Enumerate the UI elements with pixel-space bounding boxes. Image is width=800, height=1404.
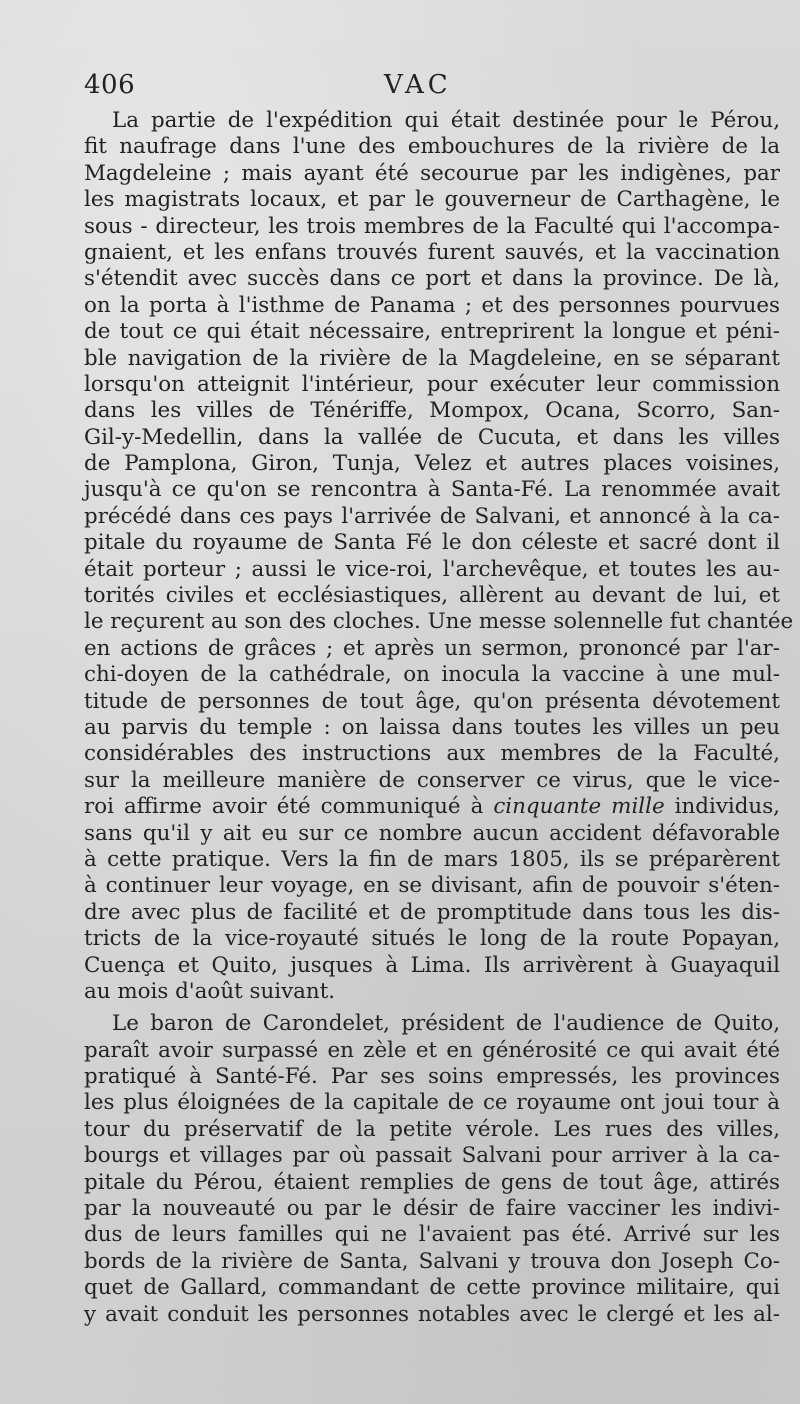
- text-line: au parvis du temple : on laissa dans toutes les villes un peu: [84, 714, 780, 740]
- text-line: ble navigation de la rivière de la Magdeleine, en se séparant: [84, 345, 780, 371]
- text-line: de Pamplona, Giron, Tunja, Velez et autres places voisines,: [84, 451, 780, 477]
- text-line: tour du préservatif de la petite vérole. Les rues des villes,: [84, 1116, 780, 1142]
- text-line: considérables des instructions aux membres de la Faculté,: [84, 741, 780, 767]
- text-line: quet de Gallard, commandant de cette province militaire, qui: [84, 1275, 780, 1301]
- text-line: torités civiles et ecclésiastiques, allèrent au devant de lui, et: [84, 583, 780, 609]
- text-line: Magdeleine ; mais ayant été secourue par les indigènes, par: [84, 160, 780, 186]
- text-line: au mois d'août suivant.: [84, 978, 336, 1004]
- text-line: on la porta à l'isthme de Panama ; et des personnes pourvues: [84, 292, 780, 318]
- text-line: de tout ce qui était nécessaire, entreprirent la longue et péni-: [84, 319, 780, 345]
- text-line: chi-doyen de la cathédrale, on inocula la vaccine à une mul-: [84, 662, 780, 688]
- page-number: 406: [84, 70, 136, 100]
- italic-phrase: cinquante mille: [493, 794, 665, 820]
- text-line: pitale du royaume de Santa Fé le don céleste et sacré dont il: [84, 530, 780, 556]
- text-line: sous - directeur, les trois membres de la Faculté qui l'accompa-: [84, 213, 780, 239]
- text-line: paraît avoir surpassé en zèle et en générosité ce qui avait été: [84, 1037, 780, 1063]
- text-line: pitale du Pérou, étaient remplies de gens de tout âge, attirés: [84, 1169, 780, 1195]
- text-line: le reçurent au son des cloches. Une messe solennelle fut chantée: [84, 609, 794, 635]
- text-line: fit naufrage dans l'une des embouchures de la rivière de la: [84, 134, 780, 160]
- text-line: bourgs et villages par où passait Salvani pour arriver à la ca-: [84, 1143, 780, 1169]
- text-line: Gil-y-Medellin, dans la vallée de Cucuta, et dans les villes: [84, 424, 780, 450]
- text-line: à cette pratique. Vers la fin de mars 1805, ils se préparèrent: [84, 846, 780, 872]
- text-segment: individus,: [664, 794, 780, 820]
- text-line: gnaient, et les enfans trouvés furent sauvés, et la vaccination: [84, 239, 780, 265]
- text-line: Cuença et Quito, jusques à Lima. Ils arrivèrent à Guayaquil: [84, 952, 780, 978]
- text-line: bords de la rivière de Santa, Salvani y trouva don Joseph Co-: [84, 1248, 780, 1274]
- text-line: sans qu'il y ait eu sur ce nombre aucun accident défavorable: [84, 820, 780, 846]
- paragraph-2: [84, 1011, 780, 1328]
- text-line: les plus éloignées de la capitale de ce royaume ont joui tour à: [84, 1090, 780, 1116]
- text-line: dre avec plus de facilité et de promptitude dans tous les dis-: [84, 899, 780, 925]
- body-text: [84, 108, 794, 1328]
- text-line: par la nouveauté ou par le désir de faire vacciner les indivi-: [84, 1196, 780, 1222]
- text-line: jusqu'à ce qu'on se rencontra à Santa-Fé. La renommée avait: [84, 477, 780, 503]
- text-line: sur la meilleure manière de conserver ce virus, que le vice-: [84, 767, 780, 793]
- text-line: pratiqué à Santé-Fé. Par ses soins empressés, les provinces: [84, 1064, 780, 1090]
- text-line: à continuer leur voyage, en se divisant, afin de pouvoir s'éten-: [84, 873, 780, 899]
- text-line-with-italic: [84, 794, 780, 820]
- page-header: [84, 70, 764, 104]
- text-line: était porteur ; aussi le vice-roi, l'archevêque, et toutes les au-: [84, 556, 780, 582]
- running-head: VAC: [384, 70, 452, 100]
- text-line: lorsqu'on atteignit l'intérieur, pour exécuter leur commission: [84, 371, 780, 397]
- text-line: y avait conduit les personnes notables avec le clergé et les al-: [84, 1301, 780, 1327]
- text-line: dans les villes de Ténériffe, Mompox, Ocana, Scorro, San-: [84, 398, 780, 424]
- text-line: en actions de grâces ; et après un sermon, prononcé par l'ar-: [84, 635, 780, 661]
- text-line: tricts de la vice-royauté situés le long de la route Popayan,: [84, 926, 780, 952]
- text-line: s'étendit avec succès dans ce port et dans la province. De là,: [84, 266, 780, 292]
- text-line: titude de personnes de tout âge, qu'on présenta dévotement: [84, 688, 780, 714]
- text-line: les magistrats locaux, et par le gouverneur de Carthagène, le: [84, 187, 780, 213]
- paragraph-1: [84, 108, 794, 1005]
- text-line: précédé dans ces pays l'arrivée de Salvani, et annoncé à la ca-: [84, 503, 780, 529]
- text-line: La partie de l'expédition qui était destinée pour le Pérou,: [112, 108, 780, 133]
- text-segment: roi affirme avoir été communiqué à: [84, 794, 494, 820]
- text-line: dus de leurs familles qui ne l'avaient pas été. Arrivé sur les: [84, 1222, 780, 1248]
- text-line: Le baron de Carondelet, président de l'audience de Quito,: [112, 1011, 780, 1037]
